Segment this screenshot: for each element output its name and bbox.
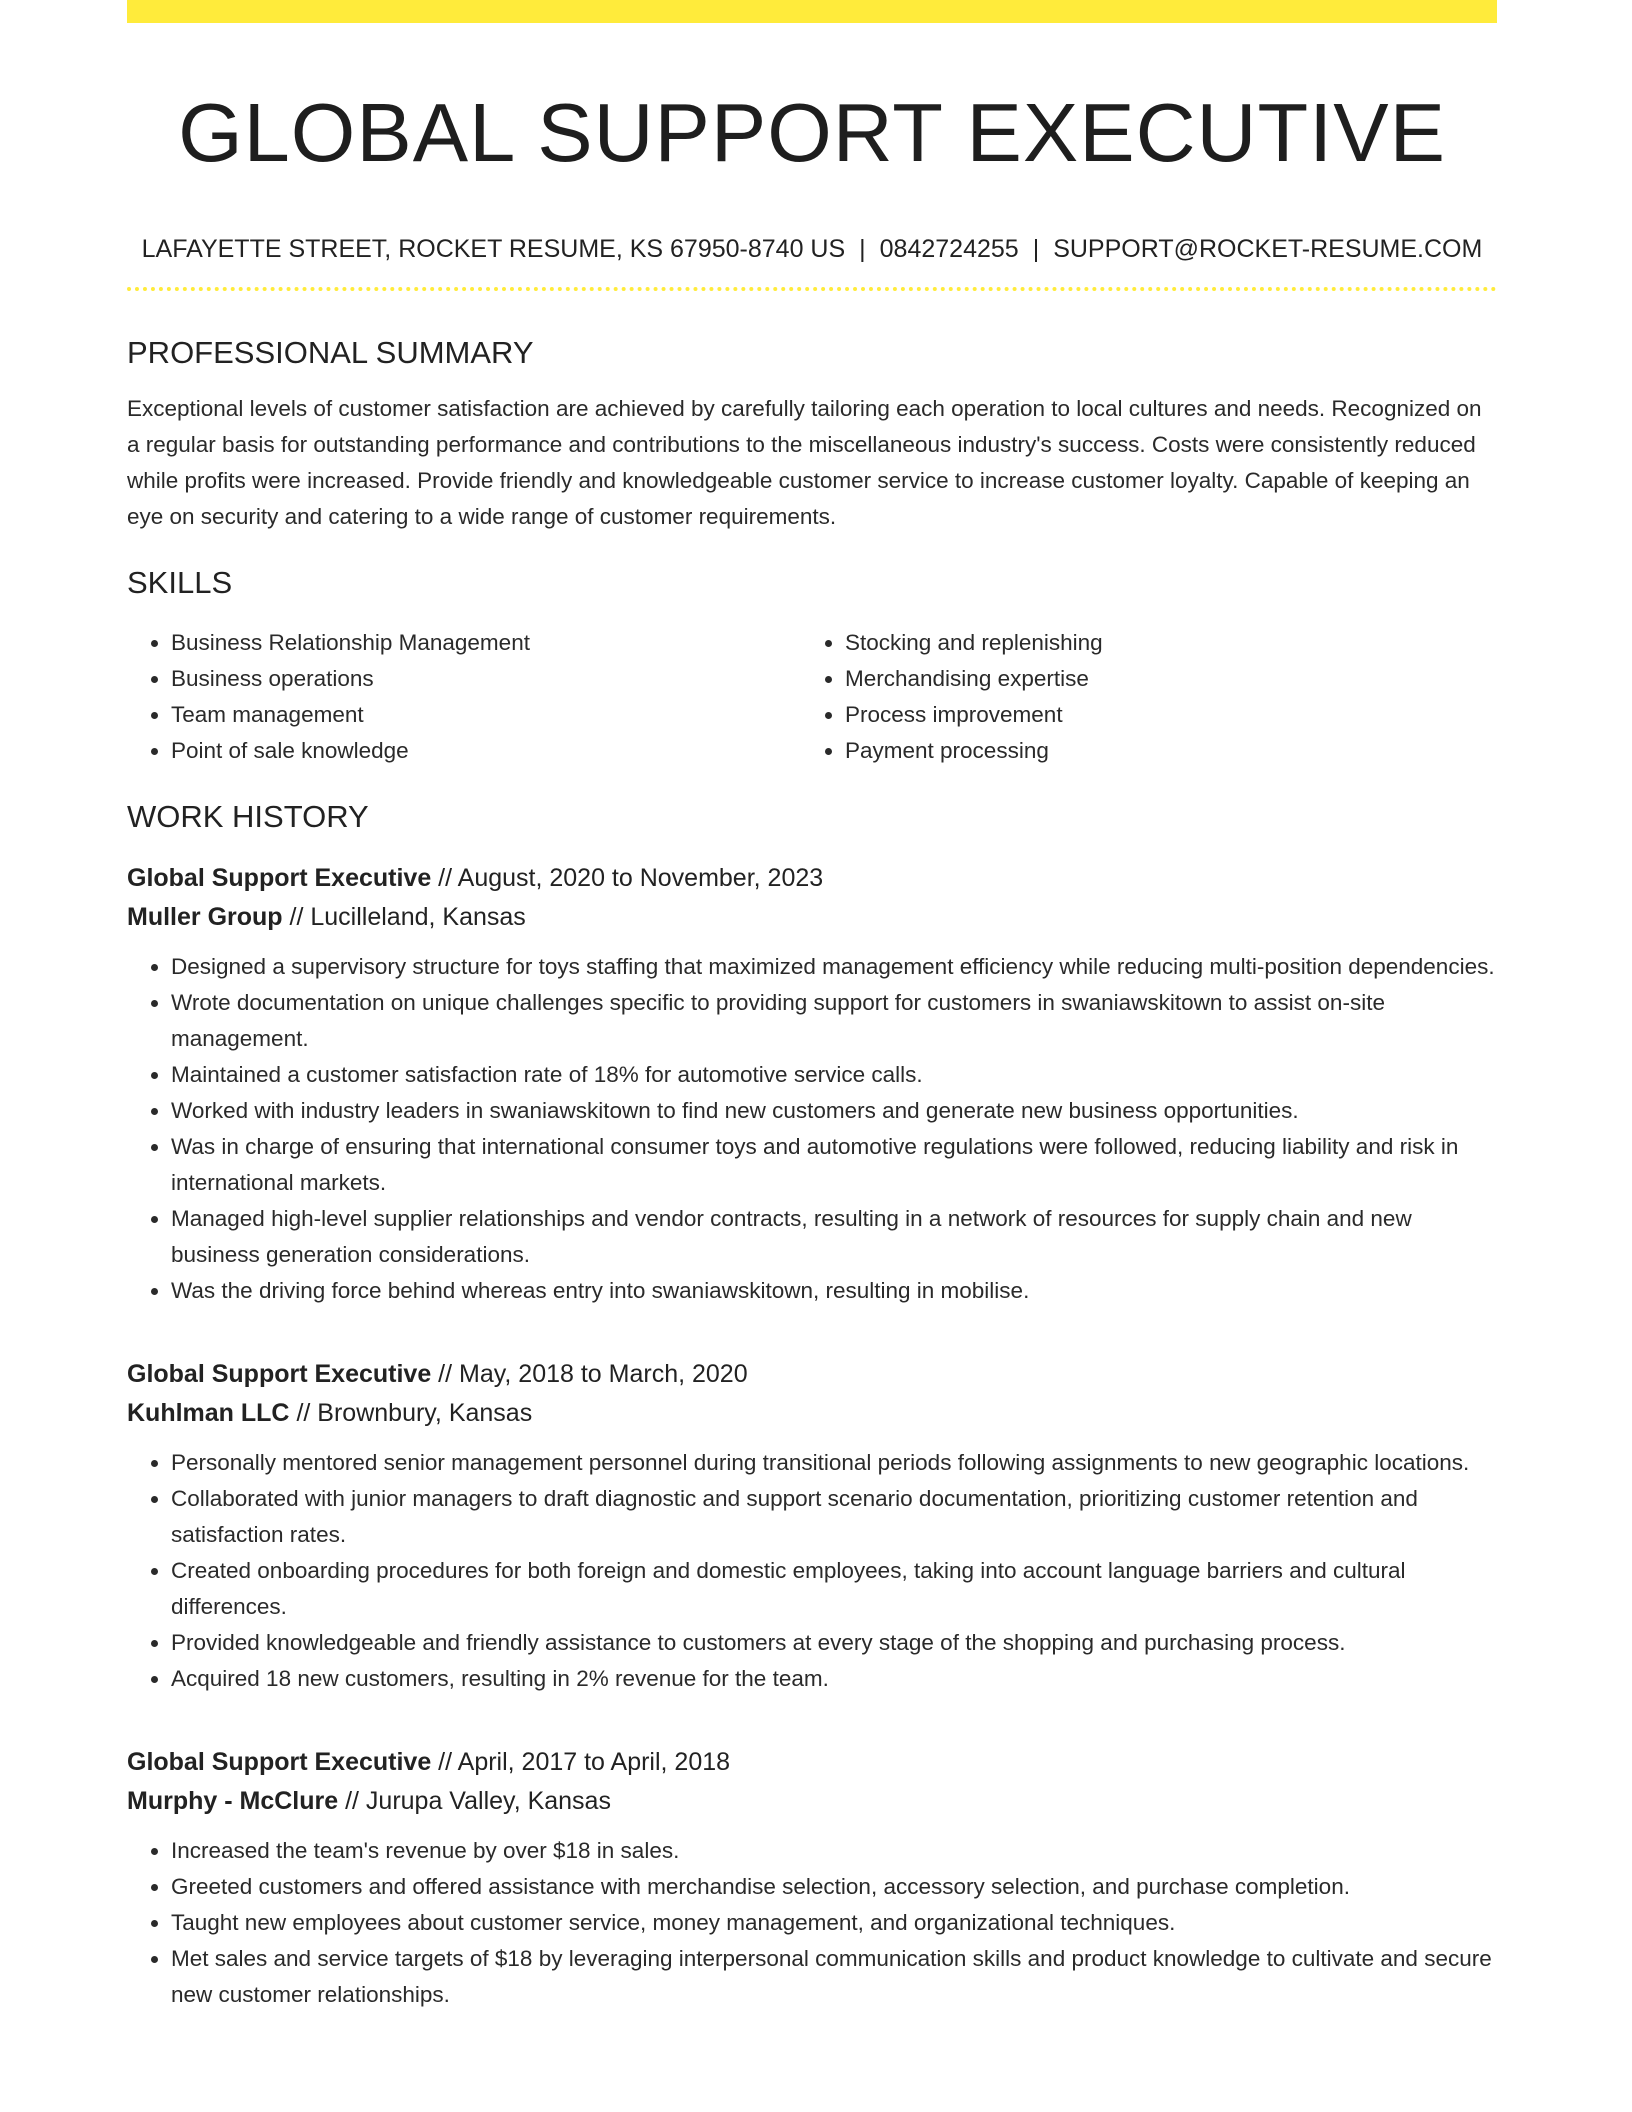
summary-text: Exceptional levels of customer satisfaction are achieved by carefully tailoring each operation to local cultures and needs. Recognized on a regular basis for outstanding performance and contributions to the miscellaneous industry's success. Costs were consistently reduced while profits were increased. Provide friendly and knowledgeable customer service to increase customer loyalty. Capable of keeping an eye on security and catering to a wide range of customer requirements. [127, 396, 1482, 529]
job-bullet: • Personally mentored senior management personnel during transitional periods following assignments to new geographic locations. [171, 1445, 1497, 1481]
contact-email[interactable]: SUPPORT@ROCKET-RESUME.COM [1053, 235, 1483, 263]
job-role: Global Support Executive [127, 1748, 432, 1776]
skill-item: • Payment processing [845, 733, 1475, 769]
skill-item: • Business operations [171, 661, 801, 697]
job-company: Kuhlman LLC [127, 1399, 290, 1427]
job-bullet: • Acquired 18 new customers, resulting in 2% revenue for the team. [171, 1661, 1497, 1697]
job-separator: // [431, 1748, 458, 1776]
job-dates: August, 2020 to November, 2023 [457, 864, 824, 892]
job-bullet: • Increased the team's revenue by over $18 in sales. [171, 1833, 1497, 1869]
skill-item: • Stocking and replenishing [845, 625, 1475, 661]
dotted-divider [127, 287, 1497, 291]
contact-phone: 0842724255 [879, 235, 1019, 263]
job-bullet: • Managed high-level supplier relationships and vendor contracts, resulting in a network of resources for supply chain and new business generation considerations. [171, 1201, 1497, 1273]
job-entry [127, 1743, 1497, 2013]
skills-column-left [127, 625, 801, 769]
job-role: Global Support Executive [127, 1360, 432, 1388]
job-separator: // [431, 1360, 460, 1388]
job-bullet: • Collaborated with junior managers to draft diagnostic and support scenario documentation, prioritizing customer retention and satisfaction rates. [171, 1481, 1497, 1553]
job-bullet: • Greeted customers and offered assistance with merchandise selection, accessory selection, and purchase completion. [171, 1869, 1497, 1905]
skills-heading: SKILLS [127, 565, 233, 600]
job-dates: May, 2018 to March, 2020 [459, 1360, 748, 1388]
job-location: Lucilleland, Kansas [310, 903, 526, 931]
accent-top-bar [127, 0, 1497, 23]
job-bullet: • Was in charge of ensuring that international consumer toys and automotive regulations were followed, reducing liability and risk in international markets. [171, 1129, 1497, 1201]
job-location: Brownbury, Kansas [317, 1399, 533, 1427]
job-separator: // [289, 1399, 318, 1427]
job-title-line [127, 1743, 1497, 1782]
work-history-heading: WORK HISTORY [127, 799, 369, 834]
contact-line [127, 233, 1497, 265]
skill-item: • Business Relationship Management [171, 625, 801, 661]
job-entry [127, 1355, 1497, 1697]
job-bullets [127, 1833, 1497, 2013]
job-separator: // [282, 903, 311, 931]
summary-heading: PROFESSIONAL SUMMARY [127, 335, 534, 370]
job-separator: // [338, 1787, 366, 1815]
job-bullet: • Maintained a customer satisfaction rate of 18% for automotive service calls. [171, 1057, 1497, 1093]
job-bullets [127, 1445, 1497, 1697]
job-bullet: • Designed a supervisory structure for toys staffing that maximized management efficiency while reducing multi-position dependencies. [171, 949, 1497, 985]
job-dates: April, 2017 to April, 2018 [457, 1748, 731, 1776]
skill-item: • Merchandising expertise [845, 661, 1475, 697]
job-bullet: • Worked with industry leaders in swaniawskitown to find new customers and generate new business opportunities. [171, 1093, 1497, 1129]
skill-item: • Point of sale knowledge [171, 733, 801, 769]
job-bullet: • Met sales and service targets of $18 by leveraging interpersonal communication skills and product knowledge to cultivate and secure new customer relationships. [171, 1941, 1497, 2013]
skill-item: • Team management [171, 697, 801, 733]
job-entry [127, 859, 1497, 1309]
job-separator: // [431, 864, 458, 892]
job-title-line [127, 1355, 1497, 1394]
resume-name: GLOBAL SUPPORT EXECUTIVE [178, 86, 1446, 179]
job-bullet: • Taught new employees about customer service, money management, and organizational techniques. [171, 1905, 1497, 1941]
job-bullet: • Wrote documentation on unique challenges specific to providing support for customers in swaniawskitown to assist on-site management. [171, 985, 1497, 1057]
job-title-line [127, 859, 1497, 898]
job-bullet: • Provided knowledgeable and friendly assistance to customers at every stage of the shopping and purchasing process. [171, 1625, 1497, 1661]
job-location: Jurupa Valley, Kansas [365, 1787, 611, 1815]
skills-column-right [801, 625, 1475, 769]
skill-item: • Process improvement [845, 697, 1475, 733]
job-company-line [127, 898, 1497, 937]
skills-list [127, 625, 1497, 769]
contact-separator: | [859, 235, 866, 263]
job-company: Murphy - McClure [127, 1787, 339, 1815]
job-bullet: • Was the driving force behind whereas entry into swaniawskitown, resulting in mobilise. [171, 1273, 1497, 1309]
job-company-line [127, 1394, 1497, 1433]
contact-separator: | [1032, 235, 1040, 263]
job-bullets [127, 949, 1497, 1309]
job-company: Muller Group [127, 903, 283, 931]
job-company-line [127, 1782, 1497, 1821]
job-role: Global Support Executive [127, 864, 432, 892]
job-bullet: • Created onboarding procedures for both foreign and domestic employees, taking into account language barriers and cultural differences. [171, 1553, 1497, 1625]
resume-content [127, 23, 1497, 2013]
contact-address: LAFAYETTE STREET, ROCKET RESUME, KS 67950-8740 US [141, 235, 846, 263]
